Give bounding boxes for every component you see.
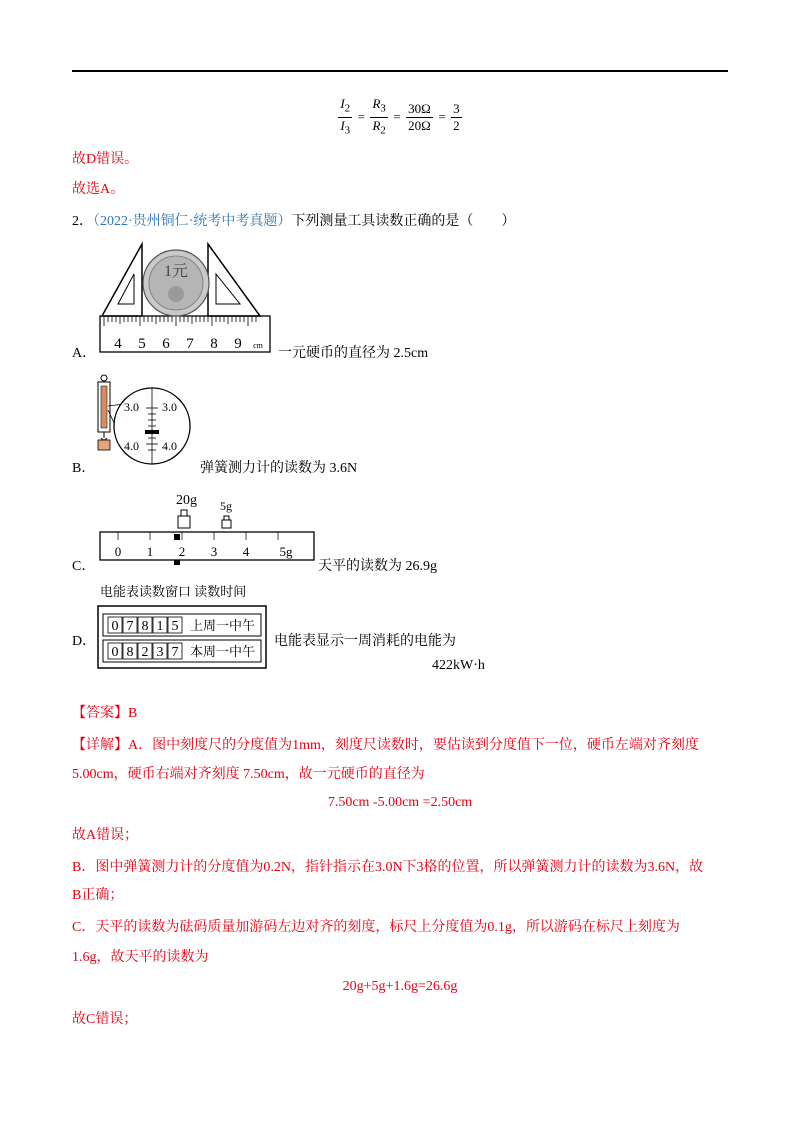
option-d-label[interactable]: D．: [72, 634, 97, 649]
option-c-label[interactable]: C．: [72, 559, 96, 574]
svg-text:3: 3: [156, 645, 164, 660]
spring-scale-diagram: [94, 374, 194, 470]
svg-text:0: 0: [114, 544, 122, 559]
svg-text:3.0: 3.0: [162, 400, 177, 414]
option-d-value: 422kW·h: [432, 658, 485, 673]
ruler-tick-6: 6: [162, 336, 170, 352]
ruler-tick-4: 4: [114, 336, 122, 352]
svg-text:本周一中午: 本周一中午: [190, 644, 256, 659]
analysis-a-calc: 7.50cm -5.00cm =2.50cm: [327, 795, 473, 810]
svg-text:4.0: 4.0: [162, 439, 177, 453]
ruler-tick-9: 9: [234, 336, 242, 352]
svg-text:3: 3: [210, 544, 218, 559]
option-c-text: 天平的读数为 26.9g: [318, 559, 437, 574]
svg-text:7: 7: [171, 645, 179, 660]
ruler-tick-7: 7: [186, 336, 194, 352]
fraction-result: $\frac{3}{2}$: [453, 100, 460, 133]
svg-text:8: 8: [126, 645, 134, 660]
svg-text:5g: 5g: [279, 544, 293, 559]
analysis-b-line1: B．图中弹簧测力计的分度值为0.2N，指针指示在3.0N下3格的位置，所以弹簧测力计的读数为3.6N，故: [72, 860, 704, 875]
option-a-text: 一元硬币的直径为 2.5cm: [278, 346, 429, 361]
meter-caption: 电能表读数窗口 读数时间: [100, 584, 247, 599]
d-wrong-text: 故D错误。: [72, 152, 139, 167]
svg-text:3.0: 3.0: [124, 400, 139, 414]
analysis-a-line2: 5.00cm，硬币右端对齐刻度 7.50cm，故一元硬币的直径为: [72, 767, 425, 782]
coin-text: 1元: [163, 263, 189, 280]
analysis-c-line2: 1.6g，故天平的读数为: [72, 950, 209, 965]
svg-text:5: 5: [171, 619, 179, 634]
svg-text:4: 4: [242, 544, 250, 559]
energy-meter-diagram: [96, 604, 268, 670]
analysis-a-wrong: 故A错误；: [72, 828, 139, 843]
ruler-tick-8: 8: [210, 336, 218, 352]
svg-text:20g: 20g: [176, 493, 197, 508]
analysis-b-line2: B正确；: [72, 888, 124, 903]
fraction-ohm: $\frac{30\Omega}{20\Omega}$: [408, 100, 431, 133]
svg-text:2: 2: [178, 544, 186, 559]
choose-a-text: 故选A。: [72, 182, 125, 197]
ruler-coin-diagram: [96, 238, 276, 356]
fraction-r: $\frac{R_3}{R_2}$: [372, 96, 386, 137]
option-d-text: 电能表显示一周消耗的电能为: [274, 634, 456, 649]
option-a-label[interactable]: A．: [72, 346, 97, 361]
svg-text:1: 1: [156, 619, 164, 634]
question-stem: 2．（2022·贵州铜仁·统考中考真题）下列测量工具读数正确的是（ ）: [72, 214, 516, 229]
svg-text:0: 0: [111, 645, 119, 660]
analysis-a-line1: 【详解】A．图中刻度尺的分度值为1mm，刻度尺读数时，要估读到分度值下一位，硬币左端对齐刻度: [72, 738, 699, 753]
svg-text:5g: 5g: [220, 499, 232, 513]
question-source: （2022·贵州铜仁·统考中考真题）: [93, 214, 292, 229]
svg-text:2: 2: [141, 645, 149, 660]
ratio-formula: $\frac{I_2}{I_3}$ = $\frac{R_3}{R_2}$ = $\frac{30\Omega}{20\Omega}$ = $\frac{3}{2}$: [340, 96, 460, 137]
svg-text:0: 0: [111, 619, 119, 634]
ruler-tick-5: 5: [138, 336, 146, 352]
option-b-text: 弹簧测力计的读数为 3.6N: [200, 461, 358, 476]
fraction-i: $\frac{I_2}{I_3}$: [340, 96, 351, 137]
header-rule: [72, 70, 728, 72]
svg-text:8: 8: [141, 619, 149, 634]
balance-diagram: [96, 488, 318, 570]
svg-text:上周一中午: 上周一中午: [190, 618, 256, 633]
option-b-label[interactable]: B．: [72, 461, 96, 476]
answer-line: 【答案】B: [72, 706, 138, 721]
analysis-c-wrong: 故C错误；: [72, 1012, 138, 1027]
analysis-c-line1: C．天平的读数为砝码质量加游码左边对齐的刻度，标尺上分度值为0.1g，所以游码在标尺上刻度为: [72, 920, 680, 935]
ruler-unit: cm: [253, 341, 263, 350]
analysis-c-calc: 20g+5g+1.6g=26.6g: [342, 979, 458, 994]
svg-text:4.0: 4.0: [124, 439, 139, 453]
svg-text:7: 7: [126, 619, 134, 634]
svg-text:1: 1: [146, 544, 154, 559]
